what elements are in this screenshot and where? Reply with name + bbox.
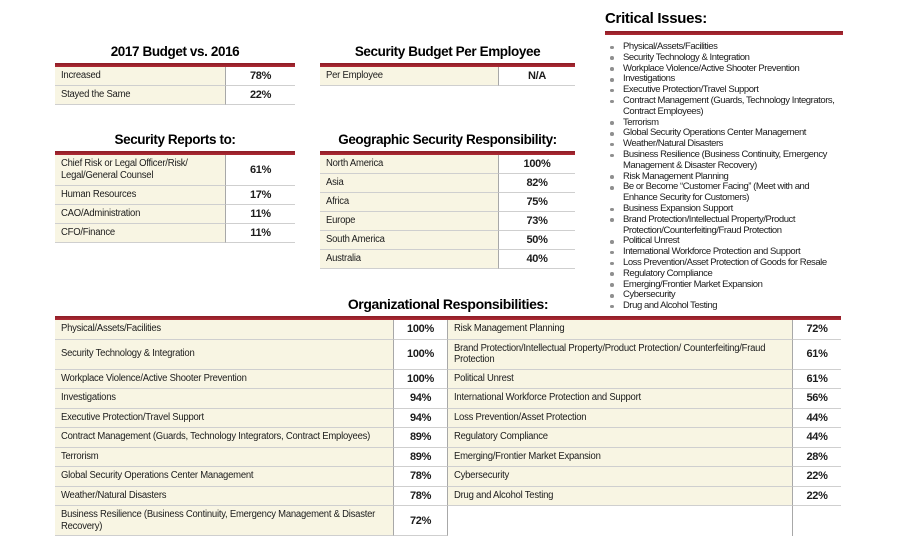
list-item: Emerging/Frontier Market Expansion	[605, 280, 843, 291]
table-row	[55, 428, 841, 448]
row-value: 61%	[225, 155, 295, 186]
row-label: Asia	[326, 177, 344, 188]
row-label: Regulatory Compliance	[454, 431, 548, 443]
row-label: Global Security Operations Center Management	[61, 470, 254, 482]
row-label: South America	[326, 234, 385, 245]
row-label: Drug and Alcohol Testing	[454, 489, 554, 501]
table-row	[320, 250, 575, 269]
row-value: 78%	[225, 67, 295, 86]
row-label: Risk Management Planning	[454, 323, 565, 335]
geographic-table-title: Geographic Security Responsibility:	[338, 132, 557, 147]
row-value: 100%	[393, 320, 448, 340]
row-value	[792, 506, 841, 536]
table-row	[55, 389, 841, 409]
row-value: 72%	[393, 506, 448, 536]
row-value: 56%	[792, 389, 841, 409]
row-label: Australia	[326, 253, 361, 264]
row-value: 72%	[792, 320, 841, 340]
list-item: International Workforce Protection and Support	[605, 247, 843, 258]
table-row	[55, 205, 295, 224]
row-value: 11%	[225, 224, 295, 243]
row-value: 78%	[393, 467, 448, 487]
row-label: Executive Protection/Travel Support	[61, 411, 204, 423]
row-value: 11%	[225, 205, 295, 224]
row-label: Workplace Violence/Active Shooter Prevention	[61, 372, 247, 384]
row-value: 22%	[225, 86, 295, 105]
table-row	[320, 212, 575, 231]
list-item: Loss Prevention/Asset Protection of Goods for Resale	[605, 258, 843, 269]
budget-per-employee-table	[320, 44, 575, 86]
list-item: Political Unrest	[605, 236, 843, 247]
table-row	[320, 67, 575, 86]
row-label: Contract Management (Guards, Technology Integrators, Contract Employees)	[61, 431, 371, 443]
row-label: Security Technology & Integration	[61, 348, 195, 359]
critical-issues-title: Critical Issues:	[605, 10, 707, 27]
row-label: Per Employee	[326, 70, 383, 81]
row-label: Cybersecurity	[454, 470, 509, 482]
list-item: Drug and Alcohol Testing	[605, 301, 843, 312]
table-row	[55, 370, 841, 390]
row-value: 100%	[393, 340, 448, 370]
critical-issues-list	[605, 42, 843, 312]
table-row	[55, 224, 295, 243]
row-label: International Workforce Protection and Support	[454, 392, 641, 404]
list-item: Security Technology & Integration	[605, 53, 843, 64]
row-label: Brand Protection/Intellectual Property/Product Protection/ Counterfeiting/Fraud Protection	[454, 342, 766, 365]
table-row	[55, 186, 295, 205]
reports-to-table-title: Security Reports to:	[114, 132, 236, 147]
list-item: Weather/Natural Disasters	[605, 139, 843, 150]
list-item: Executive Protection/Travel Support	[605, 85, 843, 96]
row-label: Terrorism	[61, 450, 99, 462]
row-value: 28%	[792, 448, 841, 468]
row-label: Emerging/Frontier Market Expansion	[454, 450, 601, 462]
row-value: N/A	[498, 67, 575, 86]
table-row	[320, 174, 575, 193]
table-row	[55, 467, 841, 487]
table-row	[320, 193, 575, 212]
row-label: Africa	[326, 196, 349, 207]
row-value: 22%	[792, 467, 841, 487]
row-value: 50%	[498, 231, 575, 250]
row-value: 44%	[792, 409, 841, 429]
table-row	[55, 487, 841, 507]
row-value: 44%	[792, 428, 841, 448]
per-employee-table-title: Security Budget Per Employee	[354, 44, 541, 59]
table-row	[55, 86, 295, 105]
row-value: 78%	[393, 487, 448, 507]
row-value: 75%	[498, 193, 575, 212]
table-row	[55, 155, 295, 186]
row-value: 61%	[792, 340, 841, 370]
budget-table-title: 2017 Budget vs. 2016	[110, 44, 240, 59]
row-label: Physical/Assets/Facilities	[61, 323, 161, 335]
table-row	[55, 67, 295, 86]
table-row	[55, 409, 841, 429]
row-value: 94%	[393, 409, 448, 429]
row-label: Business Resilience (Business Continuity, Emergency Management & Disaster Recovery)	[61, 509, 376, 532]
row-value: 73%	[498, 212, 575, 231]
list-item: Global Security Operations Center Management	[605, 128, 843, 139]
row-label: Political Unrest	[454, 372, 514, 384]
row-value: 89%	[393, 428, 448, 448]
row-label: Increased	[61, 70, 101, 81]
organizational-responsibilities-table	[55, 296, 841, 536]
row-label: Loss Prevention/Asset Protection	[454, 411, 587, 423]
list-item: Cybersecurity	[605, 290, 843, 301]
list-item: Be or Become “Customer Facing” (Meet with and Enhance Security for Customers)	[605, 182, 843, 204]
list-item: Risk Management Planning	[605, 172, 843, 183]
row-value: 94%	[393, 389, 448, 409]
list-item: Contract Management (Guards, Technology Integrators, Contract Employees)	[605, 96, 843, 118]
geographic-responsibility-table	[320, 132, 575, 269]
list-item: Business Resilience (Business Continuity, Emergency Management & Disaster Recovery)	[605, 150, 843, 172]
table-row	[320, 231, 575, 250]
budget-vs-2016-table	[55, 44, 295, 105]
row-label: Investigations	[61, 392, 116, 404]
row-value: 89%	[393, 448, 448, 468]
table-row	[55, 448, 841, 468]
table-row	[55, 506, 841, 536]
row-value: 22%	[792, 487, 841, 507]
row-value: 100%	[498, 155, 575, 174]
row-value: 82%	[498, 174, 575, 193]
row-value: 61%	[792, 370, 841, 390]
list-item: Investigations	[605, 74, 843, 85]
row-label: North America	[326, 158, 384, 169]
list-item: Regulatory Compliance	[605, 269, 843, 280]
org-table-title: Organizational Responsibilities:	[347, 296, 549, 312]
list-item: Physical/Assets/Facilities	[605, 42, 843, 53]
table-row	[55, 320, 841, 340]
row-label: Stayed the Same	[61, 89, 131, 100]
critical-issues-panel	[605, 10, 843, 312]
list-item: Workplace Violence/Active Shooter Prevention	[605, 64, 843, 75]
row-value: 17%	[225, 186, 295, 205]
row-value: 40%	[498, 250, 575, 269]
security-reports-to-table	[55, 132, 295, 243]
row-label: CAO/Administration	[61, 208, 141, 219]
row-label: Europe	[326, 215, 356, 226]
row-value: 100%	[393, 370, 448, 390]
row-label: Weather/Natural Disasters	[61, 489, 167, 501]
red-rule	[605, 31, 843, 35]
list-item: Terrorism	[605, 118, 843, 129]
row-label: Human Resources	[61, 189, 137, 200]
row-label: Chief Risk or Legal Officer/Risk/ Legal/General Counsel	[61, 158, 188, 181]
list-item: Business Expansion Support	[605, 204, 843, 215]
row-label: CFO/Finance	[61, 227, 115, 238]
table-row	[320, 155, 575, 174]
table-row	[55, 340, 841, 370]
list-item: Brand Protection/Intellectual Property/Product Protection/Counterfeiting/Fraud Protection	[605, 215, 843, 237]
